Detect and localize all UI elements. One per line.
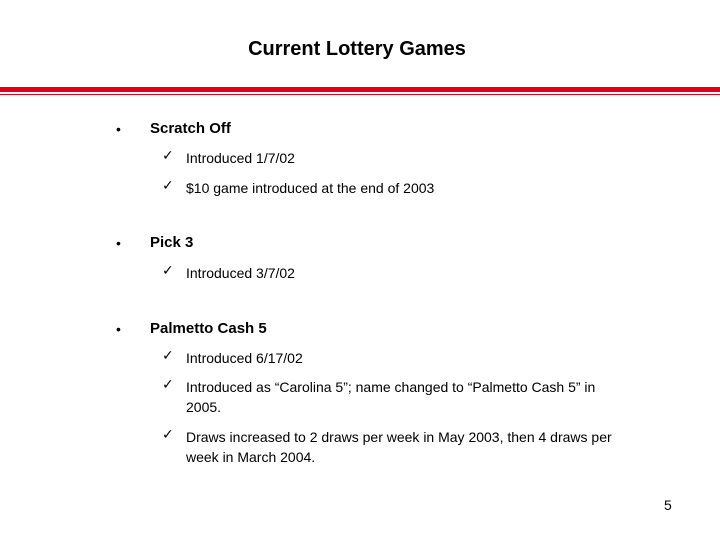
list-item: Draws increased to 2 draws per week in May 2003, then 4 draws per week in March 2004. <box>186 429 612 465</box>
bullet-icon: • <box>116 321 121 337</box>
title-underline-thin <box>0 94 720 95</box>
title-underline-thick <box>0 87 720 92</box>
section-heading-scratch-off: Scratch Off <box>150 120 231 137</box>
checkmark-icon: ✓ <box>162 148 174 164</box>
bullet-icon: • <box>116 235 121 251</box>
list-item: Introduced 6/17/02 <box>186 350 303 366</box>
list-item: Introduced 3/7/02 <box>186 265 295 281</box>
slide-title: Current Lottery Games <box>248 38 466 60</box>
bullet-icon: • <box>116 121 121 137</box>
list-item: $10 game introduced at the end of 2003 <box>186 180 435 196</box>
page-number: 5 <box>664 497 672 513</box>
checkmark-icon: ✓ <box>162 377 174 393</box>
checkmark-icon: ✓ <box>162 427 174 443</box>
checkmark-icon: ✓ <box>162 348 174 364</box>
checkmark-icon: ✓ <box>162 263 174 279</box>
section-heading-pick-3: Pick 3 <box>150 234 194 251</box>
section-heading-palmetto-cash-5: Palmetto Cash 5 <box>150 320 267 337</box>
list-item: Introduced 1/7/02 <box>186 150 295 166</box>
checkmark-icon: ✓ <box>162 178 174 194</box>
list-item: Introduced as “Carolina 5”; name changed to “Palmetto Cash 5” in 2005. <box>186 379 596 415</box>
